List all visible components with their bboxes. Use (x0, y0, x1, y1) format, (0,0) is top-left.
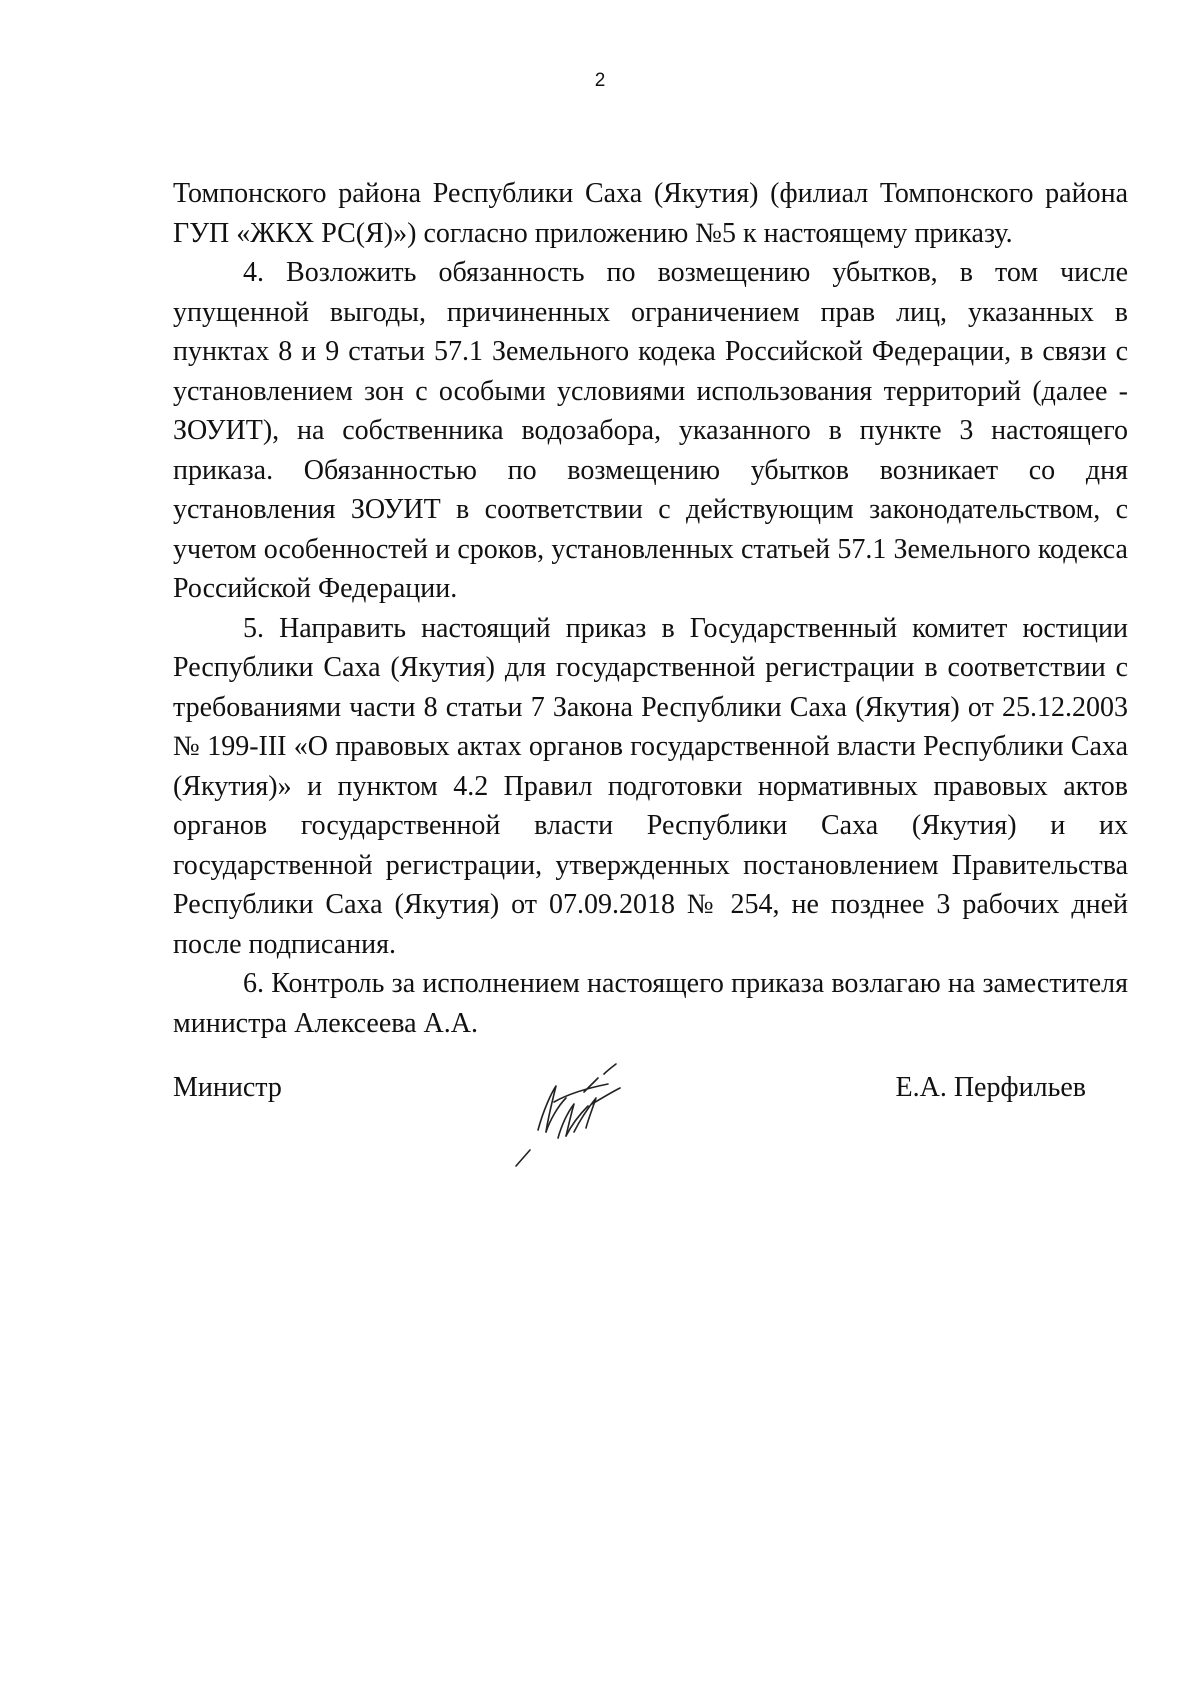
paragraph-item-6: 6. Контроль за исполнением настоящего приказа возлагаю на заместителя министра Алексеева А.А. (173, 968, 1128, 1039)
signatory-title: Министр (173, 1072, 282, 1103)
signature-block (173, 1072, 1128, 1192)
paragraph-item-4: 4. Возложить обязанность по возмещению убытков, в том числе упущенной выгоды, причиненных ограничением прав лиц, указанных в пунктах 8 и 9 статьи 57.1 Земельного кодека Российской Федерации, в связи с установлением зон с особыми условиями использования территорий (далее - ЗОУИТ), на собственника водозабора, указанного в пункте 3 настоящего приказа. Обязанностью по возмещению убытков возникает со дня установления ЗОУИТ в соответствии с действующим законодательством, с учетом особенностей и сроков, установленных статьей 57.1 Земельного кодекса Российской Федерации. (173, 257, 1128, 604)
page-number: 2 (594, 70, 606, 91)
handwritten-signature (508, 1058, 638, 1173)
signatory-name: Е.А. Перфильев (895, 1072, 1086, 1103)
paragraph-continuation: Томпонского района Республики Саха (Якутия) (филиал Томпонского района ГУП «ЖКХ РС(Я)») согласно приложению №5 к настоящему приказу. (173, 178, 1128, 249)
document-body (173, 174, 1128, 1043)
paragraph-item-5: 5. Направить настоящий приказ в Государственный комитет юстиции Республики Саха (Якутия) для государственной регистрации в соответствии с требованиями части 8 статьи 7 Закона Республики Саха (Якутия) от 25.12.2003 № 199-III «О правовых актах органов государственной власти Республики Саха (Якутия)» и пунктом 4.2 Правил подготовки нормативных правовых актов органов государственной власти Республики Саха (Якутия) и их государственной регистрации, утвержденных постановлением Правительства Республики Саха (Якутия) от 07.09.2018 № 254, не позднее 3 рабочих дней после подписания. (173, 612, 1128, 960)
